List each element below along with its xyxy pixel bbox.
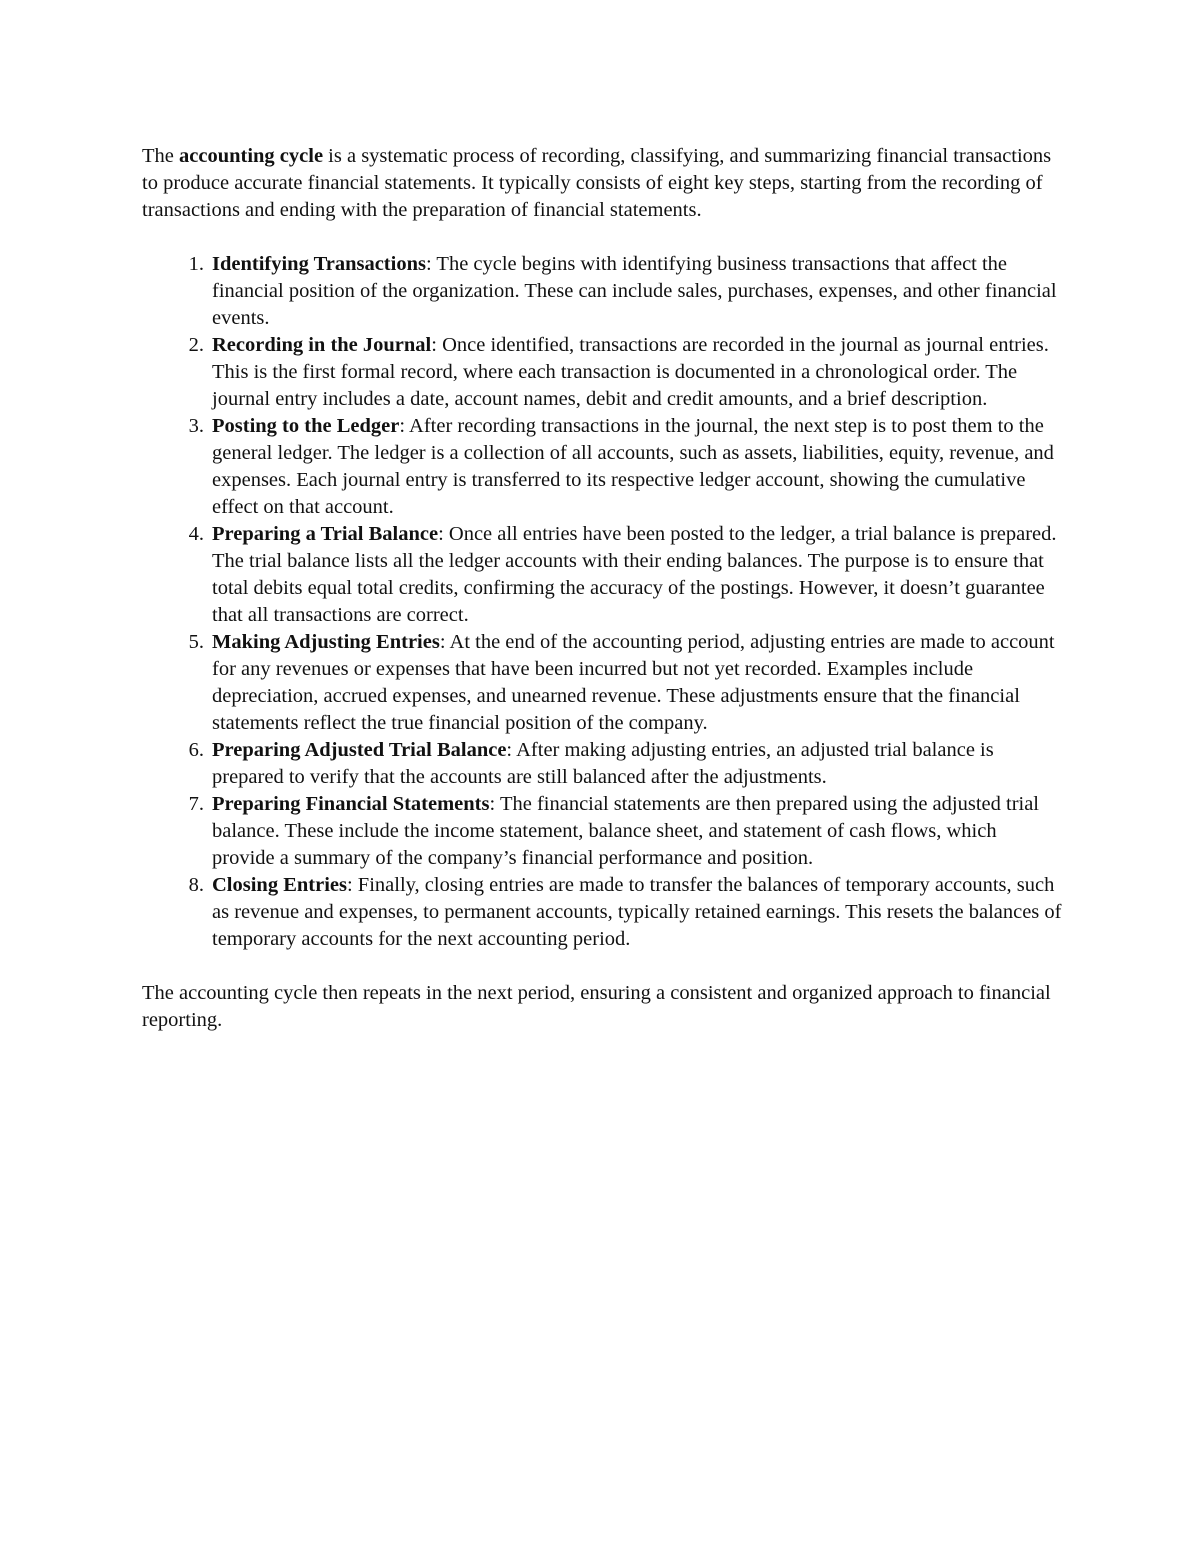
intro-term: accounting cycle (179, 145, 324, 167)
list-item-text: : At the end of the accounting period, adjusting entries are made to account for any revenues or expenses that have been incurred but not yet recorded. Examples include depreciation, accrued expenses, and unearned revenue. These adjustments ensure that the financial statements reflect the true financial position of the company. (212, 631, 1055, 734)
list-item-number: 5. (188, 631, 204, 653)
steps-list (142, 251, 1062, 953)
list-item-text: : Once identified, transactions are recorded in the journal as journal entries. This is the first formal record, where each transaction is documented in a chronological order. The journal entry includes a date, account names, debit and credit amounts, and a brief description. (212, 334, 1049, 410)
list-item-title: Preparing a Trial Balance (212, 523, 439, 545)
list-item (142, 737, 1062, 791)
list-item (142, 413, 1062, 521)
list-item-title: Recording in the Journal (212, 334, 432, 356)
list-item-number: 2. (188, 334, 204, 356)
document-body (142, 143, 1062, 1034)
list-item (142, 629, 1062, 737)
list-item (142, 332, 1062, 413)
list-item-text: : Once all entries have been posted to the ledger, a trial balance is prepared. The trial balance lists all the ledger accounts with their ending balances. The purpose is to ensure that total debits equal total credits, confirming the accuracy of the postings. However, it doesn’t guarantee that all transactions are correct. (212, 523, 1057, 626)
list-item-title: Preparing Adjusted Trial Balance (212, 739, 507, 761)
list-item-title: Posting to the Ledger (212, 415, 400, 437)
list-item-text: : The cycle begins with identifying business transactions that affect the financial position of the organization. These can include sales, purchases, expenses, and other financial events. (212, 253, 1057, 329)
list-item (142, 251, 1062, 332)
list-item (142, 521, 1062, 629)
list-item-number: 6. (188, 739, 204, 761)
list-item-text: : Finally, closing entries are made to transfer the balances of temporary accounts, such as revenue and expenses, to permanent accounts, typically retained earnings. This resets the balances of temporary accounts for the next accounting period. (212, 874, 1062, 950)
list-item-number: 7. (188, 793, 204, 815)
list-item (142, 791, 1062, 872)
list-item-text: : The financial statements are then prepared using the adjusted trial balance. These include the income statement, balance sheet, and statement of cash flows, which provide a summary of the company’s financial performance and position. (212, 793, 1040, 869)
list-item-text: : After making adjusting entries, an adjusted trial balance is prepared to verify that the accounts are still balanced after the adjustments. (212, 739, 994, 788)
list-item-title: Closing Entries (212, 874, 347, 896)
list-item-title: Making Adjusting Entries (212, 631, 440, 653)
intro-paragraph (142, 143, 1062, 224)
list-item-number: 3. (188, 415, 204, 437)
list-item-title: Identifying Transactions (212, 253, 426, 275)
closing-paragraph: The accounting cycle then repeats in the next period, ensuring a consistent and organized approach to financial reporting. (142, 982, 1051, 1031)
intro-lead: The (142, 145, 179, 167)
intro-text: is a systematic process of recording, classifying, and summarizing financial transactions to produce accurate financial statements. It typically consists of eight key steps, starting from the recording of transactions and ending with the preparation of financial statements. (142, 145, 1052, 221)
list-item-number: 4. (188, 523, 204, 545)
list-item-text: : After recording transactions in the journal, the next step is to post them to the general ledger. The ledger is a collection of all accounts, such as assets, liabilities, equity, revenue, and expenses. Each journal entry is transferred to its respective ledger account, showing the cumulative effect on that account. (212, 415, 1054, 518)
list-item-number: 8. (188, 874, 204, 896)
list-item-title: Preparing Financial Statements (212, 793, 490, 815)
list-item-number: 1. (188, 253, 204, 275)
list-item (142, 872, 1062, 953)
